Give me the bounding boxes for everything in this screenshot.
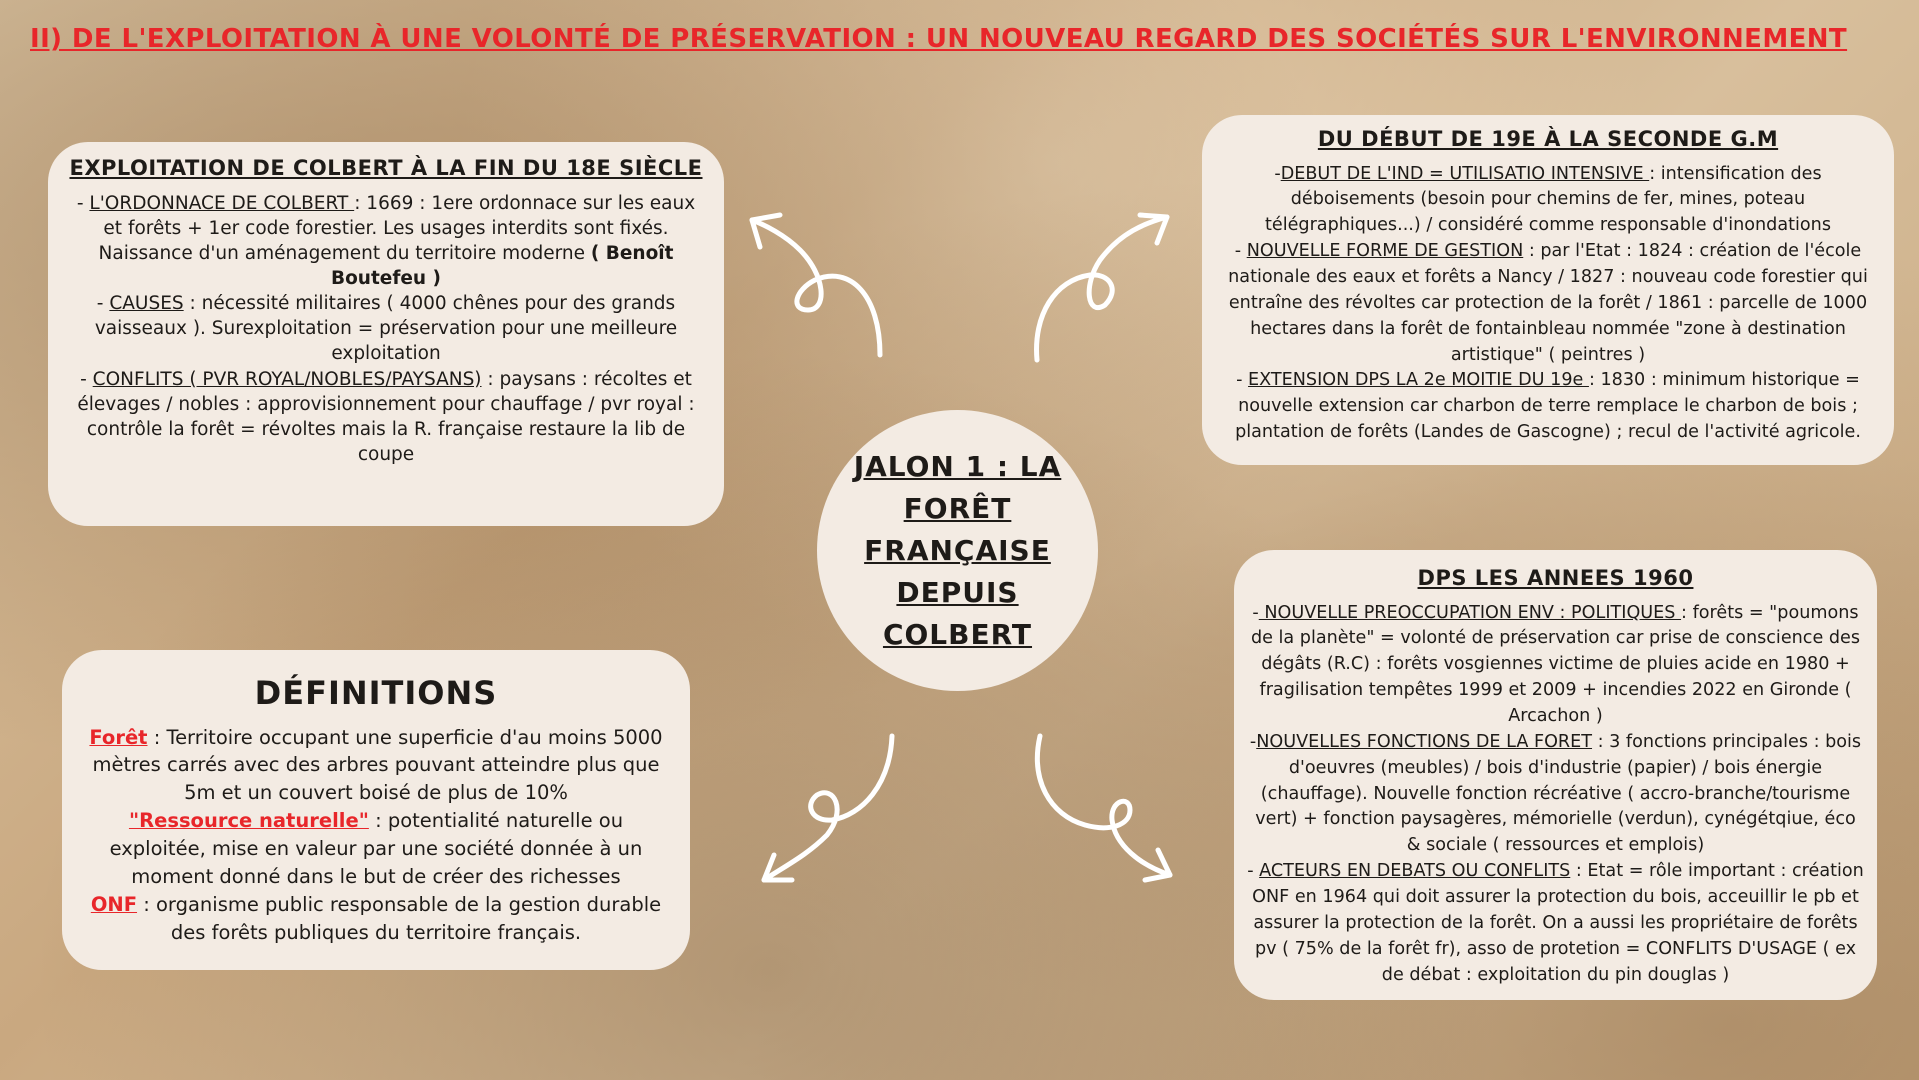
sixties-heading: DPS LES ANNEES 1960 — [1417, 566, 1694, 590]
arrow-bottom-right-icon — [1030, 730, 1190, 890]
definitions-card — [62, 650, 690, 970]
page-title: II) DE L'EXPLOITATION À UNE VOLONTÉ DE PRÉSERVATION : UN NOUVEAU REGARD DES SOCIÉTÉS SUR L'ENVIRONNEMENT — [30, 24, 1848, 54]
colbert-causes: - CAUSES : nécessité militaires ( 4000 chênes pour des grands vaisseaux ). Surexploitation = préservation pour une meilleure exploitation — [94, 293, 678, 365]
century19-heading: DU DÉBUT DE 19E À LA SECONDE G.M — [1317, 127, 1779, 151]
colbert-heading: EXPLOITATION DE COLBERT À LA FIN DU 18E SIÈCLE — [69, 156, 703, 180]
definitions-heading: DÉFINITIONS — [254, 674, 498, 712]
definition-foret: Forêt : Territoire occupant une superficie d'au moins 5000 mètres carrés avec des arbres pouvant atteindre plus que 5m et un couvert boisé de plus de 10% — [89, 725, 663, 805]
sixties-preoccupation: - NOUVELLE PREOCCUPATION ENV : POLITIQUES : forêts = "poumons de la planète" = volonté de préservation car prise de conscience des dégâts (R.C) : forêts vosgiennes victime de pluies acide en 1980 + fragilisation tempêtes 1999 et 2009 + incendies 2022 en Gironde ( Arcachon ) — [1250, 602, 1861, 726]
center-label: JALON 1 : LA FORÊT FRANÇAISE DEPUIS COLBERT — [853, 449, 1062, 651]
definition-ressource: "Ressource naturelle" : potentialité naturelle ou exploitée, mise en valeur par une société donnée à un moment donné dans le but de créer des richesses — [109, 809, 643, 888]
colbert-ordonnance: - L'ORDONNACE DE COLBERT : 1669 : 1ere ordonnace sur les eaux et forêts + 1er code forestier. Les usages interdits sont fixés. Naissance d'un aménagement du territoire moderne ( Benoît Boutefeu ) — [76, 192, 696, 290]
century19-extension: - EXTENSION DPS LA 2e MOITIE DU 19e : 1830 : minimum historique = nouvelle extension car charbon de terre remplace le charbon de bois ; plantation de forêts (Landes de Gascogne) ; recul de l'activité agricole. — [1235, 370, 1861, 443]
arrow-bottom-left-icon — [752, 730, 912, 890]
colbert-conflits: - CONFLITS ( PVR ROYAL/NOBLES/PAYSANS) : paysans : récoltes et élevages / nobles : approvisionnement pour chauffage / pvr royal : contrôle la forêt = révoltes mais la R. française restaure la lib de coupe — [77, 368, 695, 466]
colbert-card — [48, 142, 724, 526]
century19-card — [1202, 115, 1894, 465]
definition-onf: ONF : organisme public responsable de la gestion durable des forêts publiques du territoire français. — [90, 892, 662, 944]
center-circle — [817, 410, 1098, 691]
sixties-card — [1234, 550, 1877, 1000]
century19-gestion: - NOUVELLE FORME DE GESTION : par l'Etat : 1824 : création de l'école nationale des eaux et forêts a Nancy / 1827 : nouveau code forestier qui entraîne des révoltes car protection de la forêt / 1861 : parcelle de 1000 hectares dans la forêt de fontainbleau nommée "zone à destination artistique" ( peintres ) — [1228, 241, 1868, 365]
arrow-top-left-icon — [740, 205, 900, 365]
sixties-fonctions: -NOUVELLES FONCTIONS DE LA FORET : 3 fonctions principales : bois d'oeuvres (meubles) / bois d'industrie (papier) / bois énergie (chauffage). Nouvelle fonction récréative ( accro-branche/tourisme vert) + fonction paysagères, mémorielle (verdun), cynégétqiue, éco & sociale ( ressources et emplois) — [1249, 731, 1862, 856]
arrow-top-right-icon — [1025, 205, 1185, 365]
century19-industrie: -DEBUT DE L'IND = UTILISATIO INTENSIVE : intensification des déboisements (besoin pour chemins de fer, mines, poteau télégraphiques...) / considéré comme responsable d'inondations — [1264, 163, 1832, 236]
sixties-acteurs: - ACTEURS EN DEBATS OU CONFLITS : Etat = rôle important : création ONF en 1964 qui doit assurer la protection du bois, acceuillir le pb et assurer la protection de la forêt. On a aussi les propriétaire de forêts pv ( 75% de la forêt fr), asso de protetion = CONFLITS D'USAGE ( ex de débat : exploitation du pin douglas ) — [1247, 861, 1864, 985]
